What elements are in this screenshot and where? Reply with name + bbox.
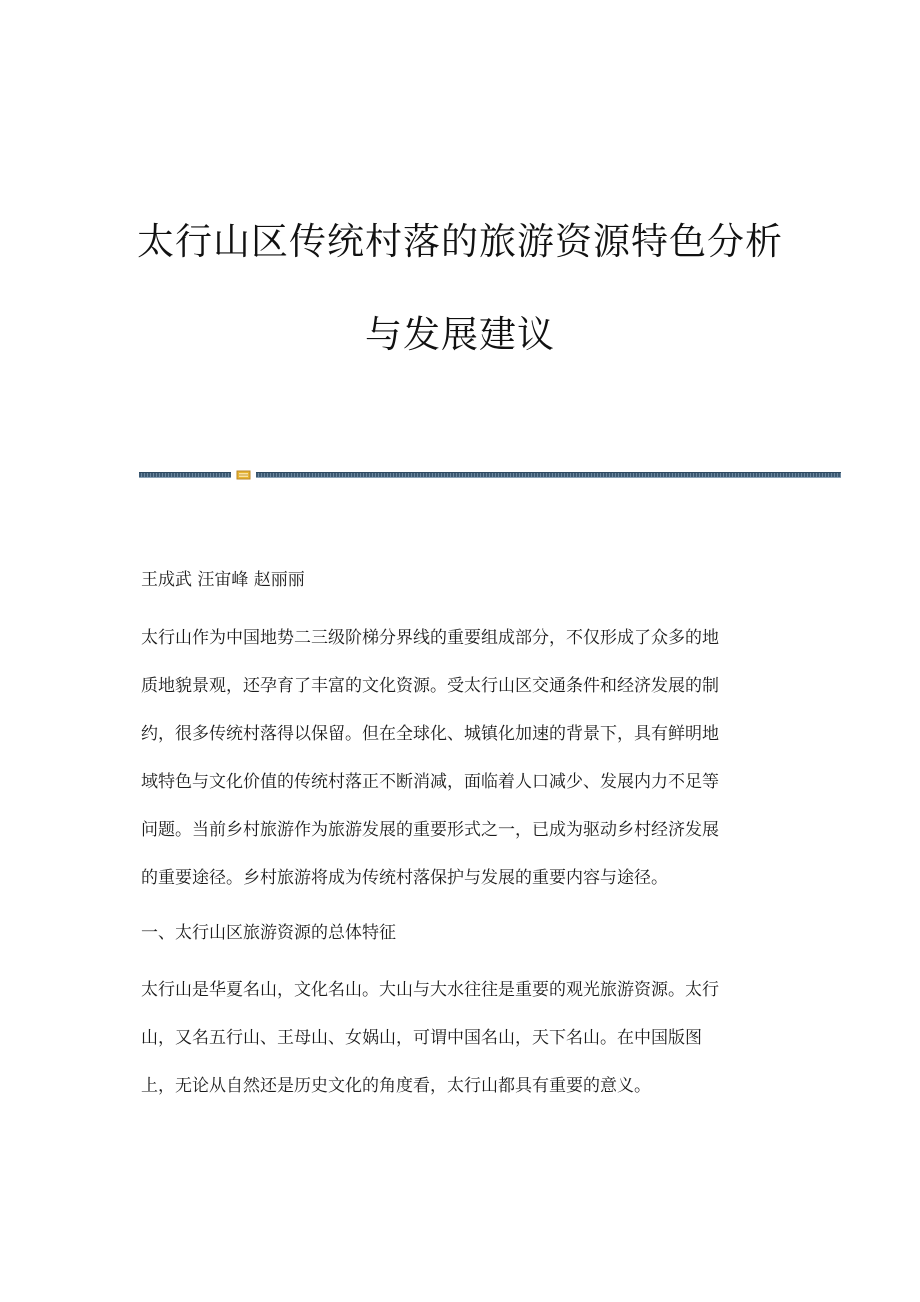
divider-bar-left xyxy=(139,472,231,478)
title-divider xyxy=(139,469,841,481)
document-title-line-1: 太行山区传统村落的旅游资源特色分析 xyxy=(137,220,783,263)
paragraph-line: 约，很多传统村落得以保留。但在全球化、城镇化加速的背景下，具有鲜明地 xyxy=(141,724,719,744)
paragraph-line: 域特色与文化价值的传统村落正不断消减，面临着人口减少、发展内力不足等 xyxy=(141,772,719,792)
paragraph-line: 的重要途径。乡村旅游将成为传统村落保护与发展的重要内容与途径。 xyxy=(141,868,668,888)
authors: 王成武 汪宙峰 赵丽丽 xyxy=(141,570,305,590)
paragraph-line: 太行山是华夏名山，文化名山。大山与大水往往是重要的观光旅游资源。太行 xyxy=(141,980,719,1000)
paragraph-line: 质地貌景观，还孕育了丰富的文化资源。受太行山区交通条件和经济发展的制 xyxy=(141,676,719,696)
paragraph-line: 上，无论从自然还是历史文化的角度看，太行山都具有重要的意义。 xyxy=(141,1076,651,1096)
paragraph-line: 问题。当前乡村旅游作为旅游发展的重要形式之一，已成为驱动乡村经济发展 xyxy=(141,820,719,840)
divider-bar-right xyxy=(256,472,841,478)
document-title-line-2: 与发展建议 xyxy=(365,313,555,356)
section-heading: 一、太行山区旅游资源的总体特征 xyxy=(141,923,396,943)
paragraph-line: 太行山作为中国地势二三级阶梯分界线的重要组成部分，不仅形成了众多的地 xyxy=(141,628,719,648)
divider-ornament-icon xyxy=(236,469,251,481)
paragraph-line: 山，又名五行山、王母山、女娲山，可谓中国名山，天下名山。在中国版图 xyxy=(141,1028,702,1048)
